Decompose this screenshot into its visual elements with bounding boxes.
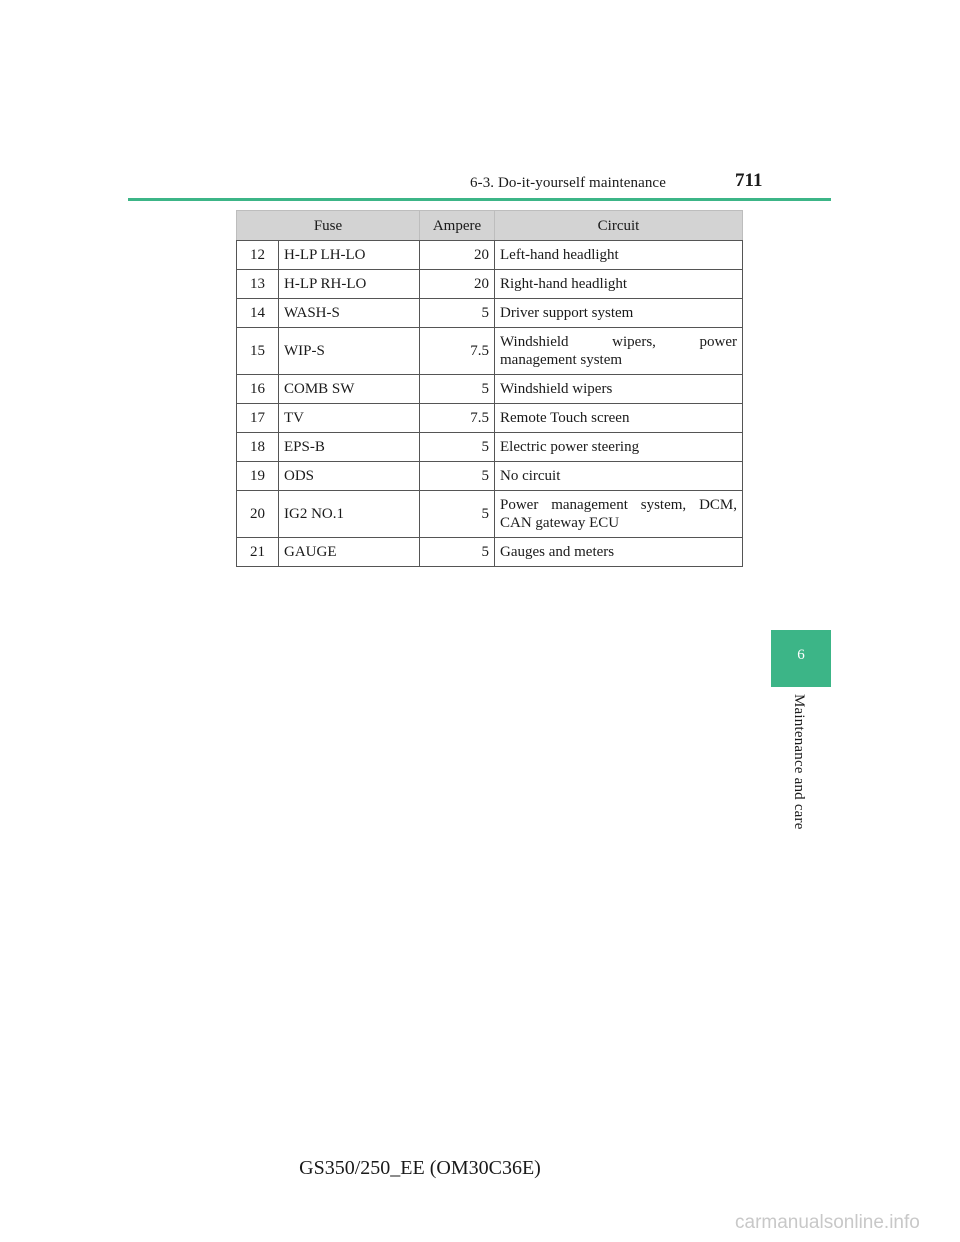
table-row	[237, 241, 743, 270]
fuse-circuit: Windshield wipers, power management system	[495, 328, 743, 375]
fuse-table	[236, 210, 743, 567]
fuse-circuit: Driver support system	[495, 299, 743, 328]
fuse-name: WIP-S	[279, 328, 420, 375]
fuse-ampere: 5	[420, 299, 495, 328]
fuse-name: GAUGE	[279, 538, 420, 567]
column-header-circuit: Circuit	[495, 211, 743, 241]
chapter-tab	[771, 630, 831, 687]
fuse-number: 21	[237, 538, 279, 567]
table-row	[237, 462, 743, 491]
table-row	[237, 270, 743, 299]
table-row	[237, 375, 743, 404]
section-title: 6-3. Do-it-yourself maintenance	[470, 175, 666, 191]
table-row	[237, 538, 743, 567]
table-row	[237, 433, 743, 462]
fuse-name: TV	[279, 404, 420, 433]
fuse-name: IG2 NO.1	[279, 491, 420, 538]
fuse-circuit: No circuit	[495, 462, 743, 491]
header-divider	[128, 198, 831, 201]
footer-model-code	[0, 1157, 960, 1180]
fuse-name: COMB SW	[279, 375, 420, 404]
table-row	[237, 491, 743, 538]
chapter-number: 6	[797, 647, 805, 663]
fuse-number: 12	[237, 241, 279, 270]
fuse-circuit: Gauges and meters	[495, 538, 743, 567]
fuse-name: WASH-S	[279, 299, 420, 328]
fuse-ampere: 20	[420, 241, 495, 270]
fuse-circuit: Electric power steering	[495, 433, 743, 462]
chapter-title: Maintenance and care	[791, 694, 807, 830]
fuse-circuit: Right-hand headlight	[495, 270, 743, 299]
table-row	[237, 299, 743, 328]
fuse-circuit: Power management system, DCM, CAN gateway ECU	[495, 491, 743, 538]
fuse-number: 20	[237, 491, 279, 538]
model-code-text: GS350/250_EE (OM30C36E)	[299, 1157, 541, 1179]
fuse-circuit: Left-hand headlight	[495, 241, 743, 270]
fuse-number: 14	[237, 299, 279, 328]
table-row	[237, 328, 743, 375]
fuse-ampere: 7.5	[420, 328, 495, 375]
fuse-name: H-LP RH-LO	[279, 270, 420, 299]
fuse-ampere: 7.5	[420, 404, 495, 433]
fuse-number: 16	[237, 375, 279, 404]
fuse-number: 18	[237, 433, 279, 462]
fuse-number: 17	[237, 404, 279, 433]
fuse-number: 13	[237, 270, 279, 299]
fuse-name: EPS-B	[279, 433, 420, 462]
fuse-name: H-LP LH-LO	[279, 241, 420, 270]
fuse-ampere: 5	[420, 491, 495, 538]
fuse-name: ODS	[279, 462, 420, 491]
watermark: carmanualsonline.info	[735, 1212, 920, 1233]
fuse-number: 15	[237, 328, 279, 375]
fuse-ampere: 5	[420, 462, 495, 491]
fuse-circuit: Windshield wipers	[495, 375, 743, 404]
fuse-ampere: 5	[420, 375, 495, 404]
column-header-fuse: Fuse	[237, 211, 420, 241]
column-header-ampere: Ampere	[420, 211, 495, 241]
fuse-ampere: 5	[420, 538, 495, 567]
fuse-ampere: 20	[420, 270, 495, 299]
fuse-circuit: Remote Touch screen	[495, 404, 743, 433]
table-row	[237, 404, 743, 433]
fuse-number: 19	[237, 462, 279, 491]
page-number: 711	[735, 170, 763, 191]
table-header-row	[237, 211, 743, 241]
fuse-ampere: 5	[420, 433, 495, 462]
